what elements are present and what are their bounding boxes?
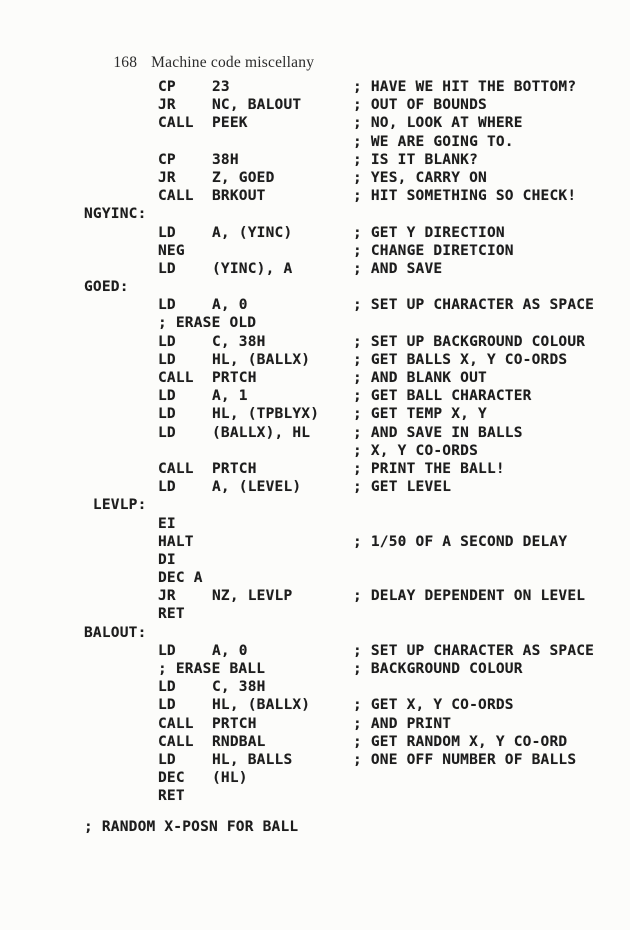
code-line — [0, 243, 630, 261]
assembly-listing — [0, 79, 630, 807]
code-opcode: JR — [158, 97, 176, 114]
code-operand: PRTCH — [212, 460, 257, 477]
code-comment: ; AND BLANK OUT — [353, 370, 487, 386]
code-comment: ; GET LEVEL — [353, 479, 452, 496]
code-comment: ; AND SAVE IN BALLS — [353, 424, 523, 441]
code-opcode: DEC A — [158, 570, 203, 587]
code-operand: C, 38H — [212, 679, 266, 696]
code-comment: ; WE ARE GOING TO. — [353, 133, 514, 150]
code-comment: ; AND PRINT — [353, 715, 452, 732]
code-comment: ; SET UP BACKGROUND COLOUR — [353, 333, 586, 350]
code-operand: A, (LEVEL) — [212, 479, 302, 496]
code-line — [0, 225, 630, 243]
code-operand: C, 38H — [212, 333, 266, 350]
code-opcode: ; ERASE OLD — [158, 315, 257, 332]
code-comment: ; OUT OF BOUNDS — [353, 97, 487, 114]
code-line — [0, 134, 630, 152]
code-line — [0, 152, 630, 170]
code-line — [0, 406, 630, 424]
code-opcode: CP — [158, 151, 176, 168]
code-operand: A, 1 — [212, 388, 248, 405]
code-operand: PRTCH — [212, 370, 257, 386]
chapter-title: Machine code miscellany — [151, 54, 315, 71]
code-comment: ; GET BALLS X, Y CO-ORDS — [353, 351, 568, 368]
code-comment: ; NO, LOOK AT WHERE — [353, 115, 523, 132]
code-operand: 38H — [212, 151, 239, 168]
code-comment: ; SET UP CHARACTER AS SPACE — [353, 297, 595, 314]
code-opcode: LD — [158, 697, 176, 714]
code-line — [0, 479, 630, 497]
code-line — [0, 606, 630, 624]
code-comment: ; GET BALL CHARACTER — [353, 388, 532, 405]
code-operand: 23 — [212, 79, 230, 95]
code-comment: ; 1/50 OF A SECOND DELAY — [353, 533, 568, 550]
code-line — [0, 261, 630, 279]
code-operand: (BALLX), HL — [212, 424, 311, 441]
code-opcode: LD — [158, 751, 176, 768]
code-opcode: CALL — [158, 188, 194, 205]
code-opcode: LD — [158, 388, 176, 405]
code-operand: HL, (BALLX) — [212, 697, 311, 714]
code-operand: BRKOUT — [212, 188, 266, 205]
code-opcode: CP — [158, 79, 176, 95]
code-operand: A, 0 — [212, 297, 248, 314]
code-operand: RNDBAL — [212, 733, 266, 750]
code-line — [0, 588, 630, 606]
code-opcode: HALT — [158, 533, 194, 550]
code-line — [0, 188, 630, 206]
code-line — [0, 334, 630, 352]
code-opcode: LD — [158, 297, 176, 314]
code-line — [0, 497, 630, 515]
code-operand: A, 0 — [212, 642, 248, 659]
code-opcode: LD — [158, 260, 176, 277]
code-comment: ; ONE OFF NUMBER OF BALLS — [353, 751, 577, 768]
code-comment: ; BACKGROUND COLOUR — [353, 661, 523, 677]
code-comment: ; GET RANDOM X, Y CO-ORD — [353, 733, 568, 750]
code-opcode: CALL — [158, 715, 194, 732]
code-comment: ; GET Y DIRECTION — [353, 224, 505, 241]
code-line — [0, 625, 630, 643]
code-operand: HL, (BALLX) — [212, 351, 311, 368]
code-comment: ; X, Y CO-ORDS — [353, 442, 479, 459]
code-line — [0, 570, 630, 588]
code-line — [0, 315, 630, 333]
code-opcode: LD — [158, 424, 176, 441]
code-line — [0, 297, 630, 315]
code-line — [0, 170, 630, 188]
code-operand: NC, BALOUT — [212, 97, 302, 114]
code-line — [0, 770, 630, 788]
code-opcode: JR — [158, 588, 176, 605]
code-operand: HL, BALLS — [212, 751, 293, 768]
code-operand: NZ, LEVLP — [212, 588, 293, 605]
code-line — [0, 352, 630, 370]
code-operand: PRTCH — [212, 715, 257, 732]
code-comment: ; DELAY DEPENDENT ON LEVEL — [353, 588, 586, 605]
code-opcode: LD — [158, 333, 176, 350]
code-comment: ; IS IT BLANK? — [353, 151, 479, 168]
code-line — [0, 534, 630, 552]
code-line — [0, 97, 630, 115]
code-line — [0, 443, 630, 461]
code-comment: ; GET TEMP X, Y — [353, 406, 487, 423]
code-line — [0, 643, 630, 661]
code-comment: ; CHANGE DIRETCION — [353, 242, 514, 259]
code-line — [0, 752, 630, 770]
code-comment: ; GET X, Y CO-ORDS — [353, 697, 514, 714]
code-line — [0, 388, 630, 406]
code-opcode: LD — [158, 224, 176, 241]
code-opcode: CALL — [158, 733, 194, 750]
code-opcode: LD — [158, 351, 176, 368]
code-opcode: ; ERASE BALL — [158, 661, 266, 677]
code-opcode: DEC — [158, 770, 185, 787]
code-label: GOED: — [84, 279, 129, 296]
page-number: 168 — [113, 54, 138, 71]
code-opcode: CALL — [158, 460, 194, 477]
code-opcode: JR — [158, 169, 176, 186]
code-line — [0, 716, 630, 734]
code-opcode: LD — [158, 479, 176, 496]
code-comment: ; HIT SOMETHING SO CHECK! — [353, 188, 577, 205]
code-line — [0, 115, 630, 133]
code-operand: A, (YINC) — [212, 224, 293, 241]
code-opcode: NEG — [158, 242, 185, 259]
code-line — [0, 79, 630, 97]
code-operand: Z, GOED — [212, 169, 275, 186]
code-opcode: CALL — [158, 370, 194, 386]
code-label: NGYINC: — [84, 206, 147, 223]
code-line — [0, 206, 630, 224]
code-operand: PEEK — [212, 115, 248, 132]
code-opcode: LD — [158, 679, 176, 696]
code-line — [0, 279, 630, 297]
code-line — [0, 552, 630, 570]
code-line — [0, 516, 630, 534]
code-comment: ; PRINT THE BALL! — [353, 460, 505, 477]
code-comment: ; HAVE WE HIT THE BOTTOM? — [353, 79, 577, 95]
code-operand: (YINC), A — [212, 260, 293, 277]
code-line — [0, 425, 630, 443]
code-operand: HL, (TPBLYX) — [212, 406, 320, 423]
footer-comment: ; RANDOM X-POSN FOR BALL — [84, 819, 299, 835]
code-line — [0, 788, 630, 806]
code-opcode: LD — [158, 406, 176, 423]
code-line — [0, 734, 630, 752]
code-line — [0, 697, 630, 715]
code-comment: ; SET UP CHARACTER AS SPACE — [353, 642, 595, 659]
code-opcode: RET — [158, 788, 185, 805]
code-opcode: LD — [158, 642, 176, 659]
code-opcode: CALL — [158, 115, 194, 132]
code-label: LEVLP: — [84, 497, 147, 514]
code-opcode: DI — [158, 551, 176, 568]
code-operand: (HL) — [212, 770, 248, 787]
code-line — [0, 679, 630, 697]
code-line — [0, 370, 630, 388]
code-line — [0, 661, 630, 679]
code-opcode: RET — [158, 606, 185, 623]
code-label: BALOUT: — [84, 624, 147, 641]
code-comment: ; YES, CARRY ON — [353, 169, 487, 186]
code-line — [0, 461, 630, 479]
code-opcode: EI — [158, 515, 176, 532]
code-comment: ; AND SAVE — [353, 260, 443, 277]
